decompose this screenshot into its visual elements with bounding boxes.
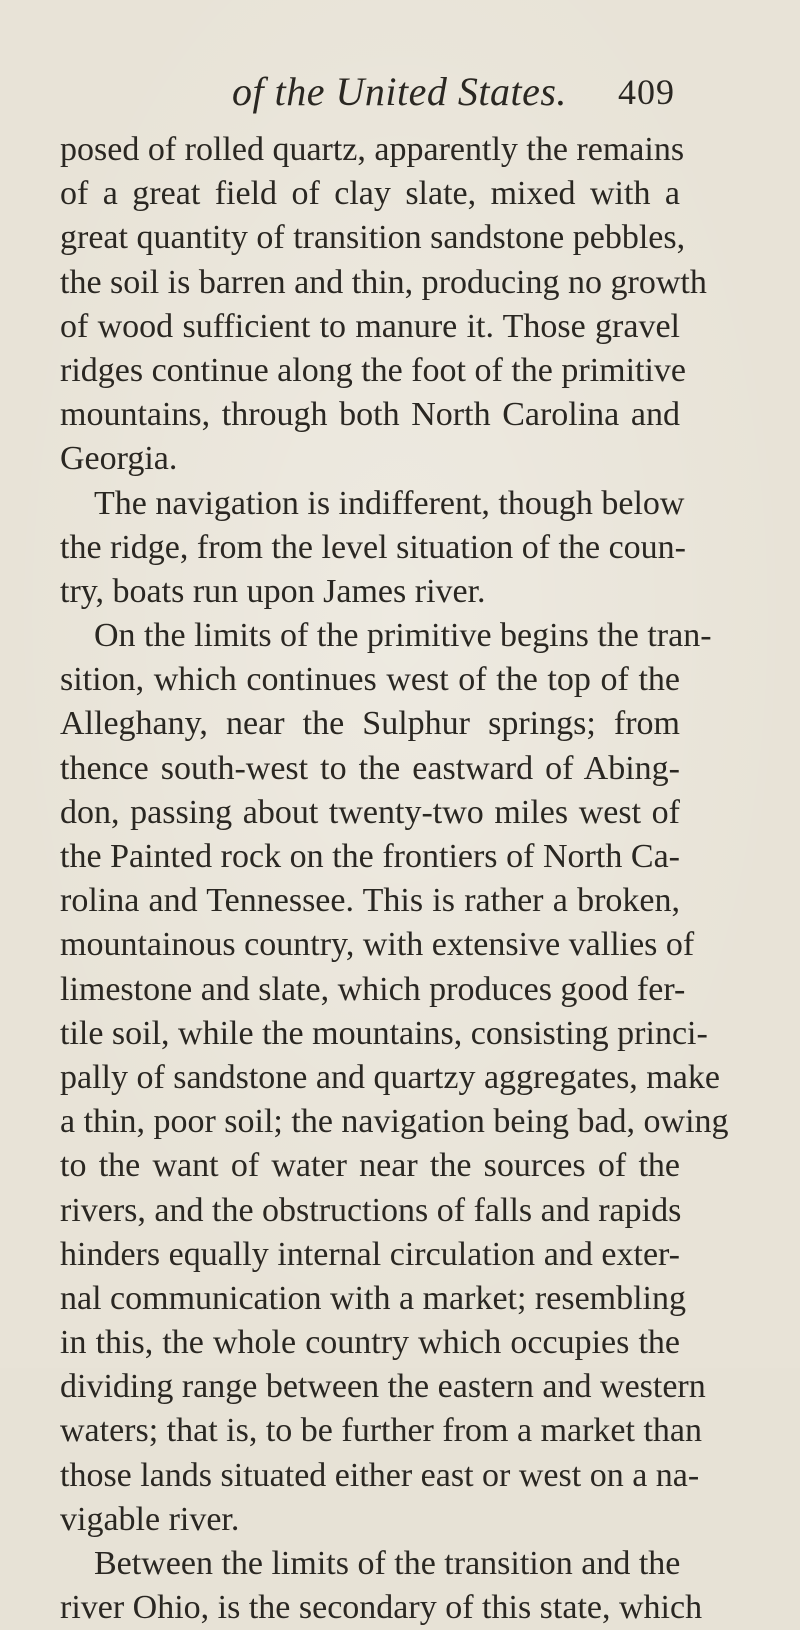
text-line: hinders equally internal circulation and exter-	[60, 1235, 680, 1273]
text-line: Alleghany, near the Sulphur springs; from	[60, 705, 680, 743]
paragraph-start-line: On the limits of the primitive begins the tran-	[94, 617, 712, 655]
text-line: limestone and slate, which produces good fer-	[60, 970, 686, 1008]
text-line: of a great field of clay slate, mixed with a	[60, 175, 680, 213]
text-line: tile soil, while the mountains, consisting princi-	[60, 1014, 708, 1052]
text-line: a thin, poor soil; the navigation being bad, owing	[60, 1103, 729, 1141]
text-line: the Painted rock on the frontiers of North Ca-	[60, 838, 680, 875]
text-line: vigable river.	[60, 1500, 240, 1538]
body-text	[60, 128, 729, 1630]
text-line: the soil is barren and thin, producing no growth	[60, 263, 707, 301]
text-line: to the want of water near the sources of the	[60, 1147, 680, 1185]
page-number: 409	[618, 72, 675, 112]
text-line: posed of rolled quartz, apparently the remains	[60, 131, 685, 168]
text-line: don, passing about twenty-two miles west of	[60, 793, 680, 831]
text-line: mountainous country, with extensive vallies of	[60, 926, 695, 964]
text-line: nal communication with a market; resembling	[60, 1279, 686, 1317]
text-line: rolina and Tennessee. This is rather a broken,	[60, 882, 680, 920]
text-line: of wood sufficient to manure it. Those gravel	[60, 307, 680, 345]
text-line: sition, which continues west of the top of the	[60, 661, 680, 699]
text-line: waters; that is, to be further from a market than	[60, 1412, 702, 1450]
text-line: dividing range between the eastern and western	[60, 1368, 706, 1406]
paragraph-start-line: The navigation is indifferent, though below	[94, 484, 685, 522]
text-line: pally of sandstone and quartzy aggregates, make	[60, 1058, 720, 1096]
text-line: great quantity of transition sandstone pebbles,	[60, 219, 686, 257]
running-title: of the United States.	[232, 69, 567, 114]
text-line: rivers, and the obstructions of falls and rapids	[60, 1191, 682, 1229]
paragraph-start-line: Between the limits of the transition and the	[94, 1545, 681, 1582]
text-line: in this, the whole country which occupies the	[60, 1324, 680, 1362]
text-line: try, boats run upon James river.	[60, 572, 486, 610]
text-line: river Ohio, is the secondary of this state, which	[60, 1589, 703, 1627]
text-line: ridges continue along the foot of the primitive	[60, 351, 687, 389]
text-line: thence south-west to the eastward of Abing-	[60, 749, 680, 787]
running-head	[0, 70, 800, 114]
text-line: mountains, through both North Carolina and	[60, 396, 680, 434]
text-line: those lands situated either east or west on a na-	[60, 1456, 700, 1494]
text-line: the ridge, from the level situation of the coun-	[60, 528, 686, 566]
text-line: Georgia.	[60, 440, 178, 478]
